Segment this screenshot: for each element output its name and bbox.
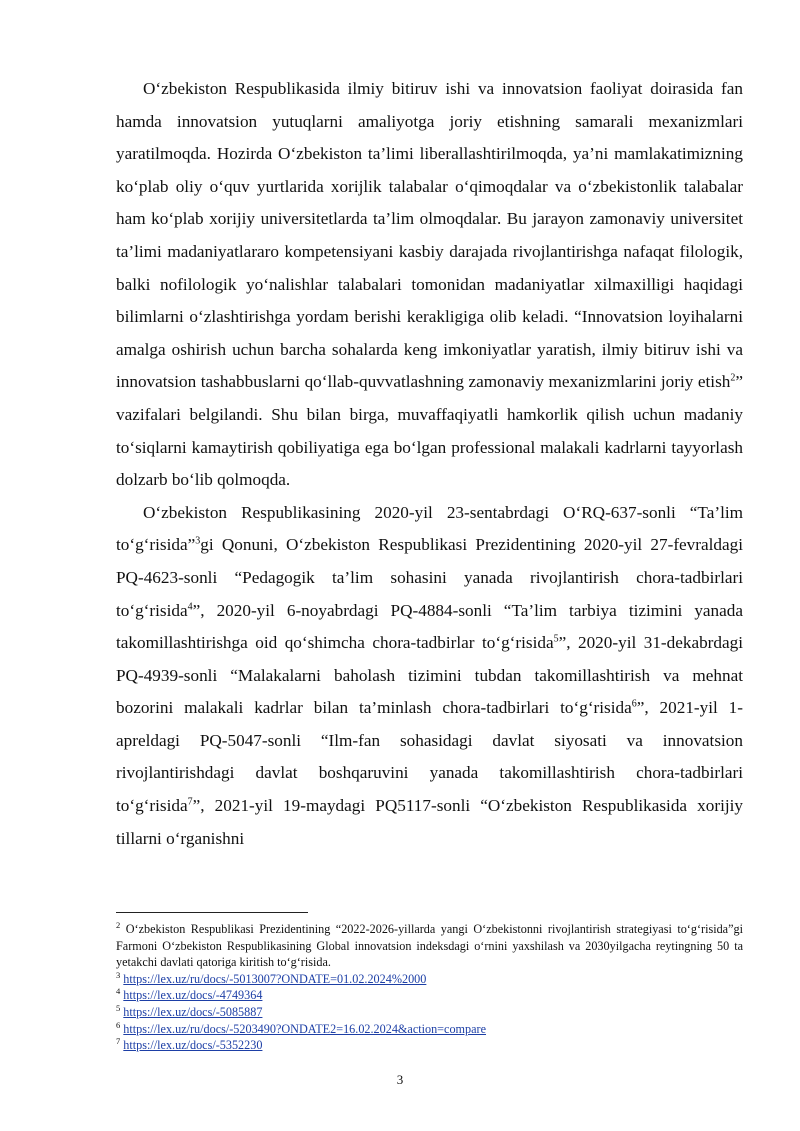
footnote-4-link[interactable]: https://lex.uz/docs/-4749364 — [123, 988, 263, 1003]
footnote-ref-5[interactable]: 5 — [553, 633, 559, 645]
paragraph-2-text-a: O‘zbekiston Respublikasining 2020-yil 23-sentabrdagi O‘RQ-637-sonli “Ta’lim to‘g‘risida” — [116, 502, 743, 555]
paragraph-1-text-b: ” vazifalari belgilandi. Shu bilan birga, muvaffaqiyatli hamkorlik qilish uchun madaniy to‘siqlarni kamaytirish qobiliyatiga ega bo‘lgan professional malakali kadrlarni tayyorlash dolzarb bo‘lib qolmoqda. — [116, 372, 743, 490]
footnote-7-link[interactable]: https://lex.uz/docs/-5352230 — [123, 1038, 263, 1053]
footnote-ref-6[interactable]: 6 — [631, 698, 637, 710]
footnotes — [116, 921, 743, 1054]
footnote-7 — [116, 1037, 743, 1054]
footnote-2-text: O‘zbekiston Respublikasi Prezidentining “2022-2026-yillarda yangi O‘zbekistonni rivojlantirish strategiyasi to‘g‘risida”gi Farmoni O‘zbekiston Respublikasining Global innovatsion indeksdagi o‘rnini yaxshilash va 2030yilgacha reytingning 50 ta yetakchi davlati qatoriga kiritish to‘g‘risida. — [116, 922, 743, 970]
footnote-ref-4[interactable]: 4 — [187, 600, 193, 612]
footnote-divider — [116, 912, 308, 913]
footnote-6-number: 6 — [116, 1019, 121, 1030]
footnote-2 — [116, 921, 743, 971]
paragraph-1-text-a: O‘zbekiston Respublikasida ilmiy bitiruv ishi va innovatsion faoliyat doirasida fan hamda innovatsion yutuqlarni amaliyotga joriy etishning samarali mexanizmlari yaratilmoqda. Hozirda O‘zbekiston ta’limi liberallashtirilmoqda, ya’ni mamlakatimizning ko‘plab oliy o‘quv yurtlarida xorijlik talabalar o‘qimoqdalar va o‘zbekistonlik talabalar ham ko‘plab xorijiy universitetlarda ta’lim olmoqdalar. Bu jarayon zamonaviy universitet ta’limi madaniyatlararo kompetensiyani kasbiy darajada rivojlantirishga nafaqat filologik, balki nofilologik yo‘nalishlar talabalari tomonidan madaniyatlar xilmaxilligi haqidagi bilimlarni o‘zlashtirishga yordam berishi kerakligiga olib keladi. “Innovatsion loyihalarni amalga oshirish uchun barcha sohalarda keng imkoniyatlar yaratish, ilmiy bitiruv ishi va innovatsion tashabbuslarni qo‘llab-quvvatlashning zamonaviy mexanizmlarini joriy etish — [116, 79, 743, 392]
footnote-6 — [116, 1021, 743, 1038]
paragraph-2-text-f: ”, 2021-yil 19-maydagi PQ5117-sonli “O‘zbekiston Respublikasida xorijiy tillarni o‘rganishni — [116, 796, 743, 848]
footnote-ref-2[interactable]: 2 — [730, 372, 736, 384]
footnote-ref-3[interactable]: 3 — [195, 535, 201, 547]
page-number: 3 — [396, 1072, 404, 1087]
footnote-5-link[interactable]: https://lex.uz/docs/-5085887 — [123, 1004, 263, 1019]
footnote-5 — [116, 1004, 743, 1021]
paragraph-1 — [116, 73, 743, 497]
footnote-5-number: 5 — [116, 1002, 121, 1013]
footnote-3 — [116, 971, 743, 988]
footnote-3-number: 3 — [116, 969, 121, 980]
footnote-4-number: 4 — [116, 986, 121, 997]
footnote-7-number: 7 — [116, 1036, 121, 1047]
footnote-3-link[interactable]: https://lex.uz/ru/docs/-5013007?ONDATE=01.02.2024%2000 — [123, 971, 427, 986]
footnote-2-number: 2 — [116, 919, 121, 930]
paragraph-2-text-c: ”, 2020-yil 6-noyabrdagi PQ-4884-sonli “Ta’lim tarbiya tizimini yanada takomillashtirishga oid qo‘shimcha chora-tadbirlar to‘g‘risida — [116, 600, 743, 653]
paragraph-2 — [116, 497, 743, 856]
paragraph-2-text-d: ”, 2020-yil 31-dekabrdagi PQ-4939-sonli “Malakalarni baholash tizimini tubdan takomillashtirish va mehnat bozorini malakali kadrlar bilan ta’minlash chora-tadbirlari to‘g‘risida — [116, 633, 743, 718]
paragraph-2-text-b: gi Qonuni, O‘zbekiston Respublikasi Prezidentining 2020-yil 27-fevraldagi PQ-4623-sonli “Pedagogik ta’lim sohasini yanada rivojlantirish chora-tadbirlari to‘g‘risida — [116, 535, 743, 620]
footnote-4 — [116, 987, 743, 1004]
footnote-ref-7[interactable]: 7 — [187, 796, 193, 808]
body-text — [116, 73, 743, 855]
paragraph-2-text-e: ”, 2021-yil 1-apreldagi PQ-5047-sonli “Ilm-fan sohasidagi davlat siyosati va innovatsion rivojlantirishdagi davlat boshqaruvini yanada takomillashtirish chora-tadbirlari to‘g‘risida — [116, 698, 743, 816]
footnote-6-link[interactable]: https://lex.uz/ru/docs/-5203490?ONDATE2=16.02.2024&action=compare — [123, 1021, 487, 1036]
